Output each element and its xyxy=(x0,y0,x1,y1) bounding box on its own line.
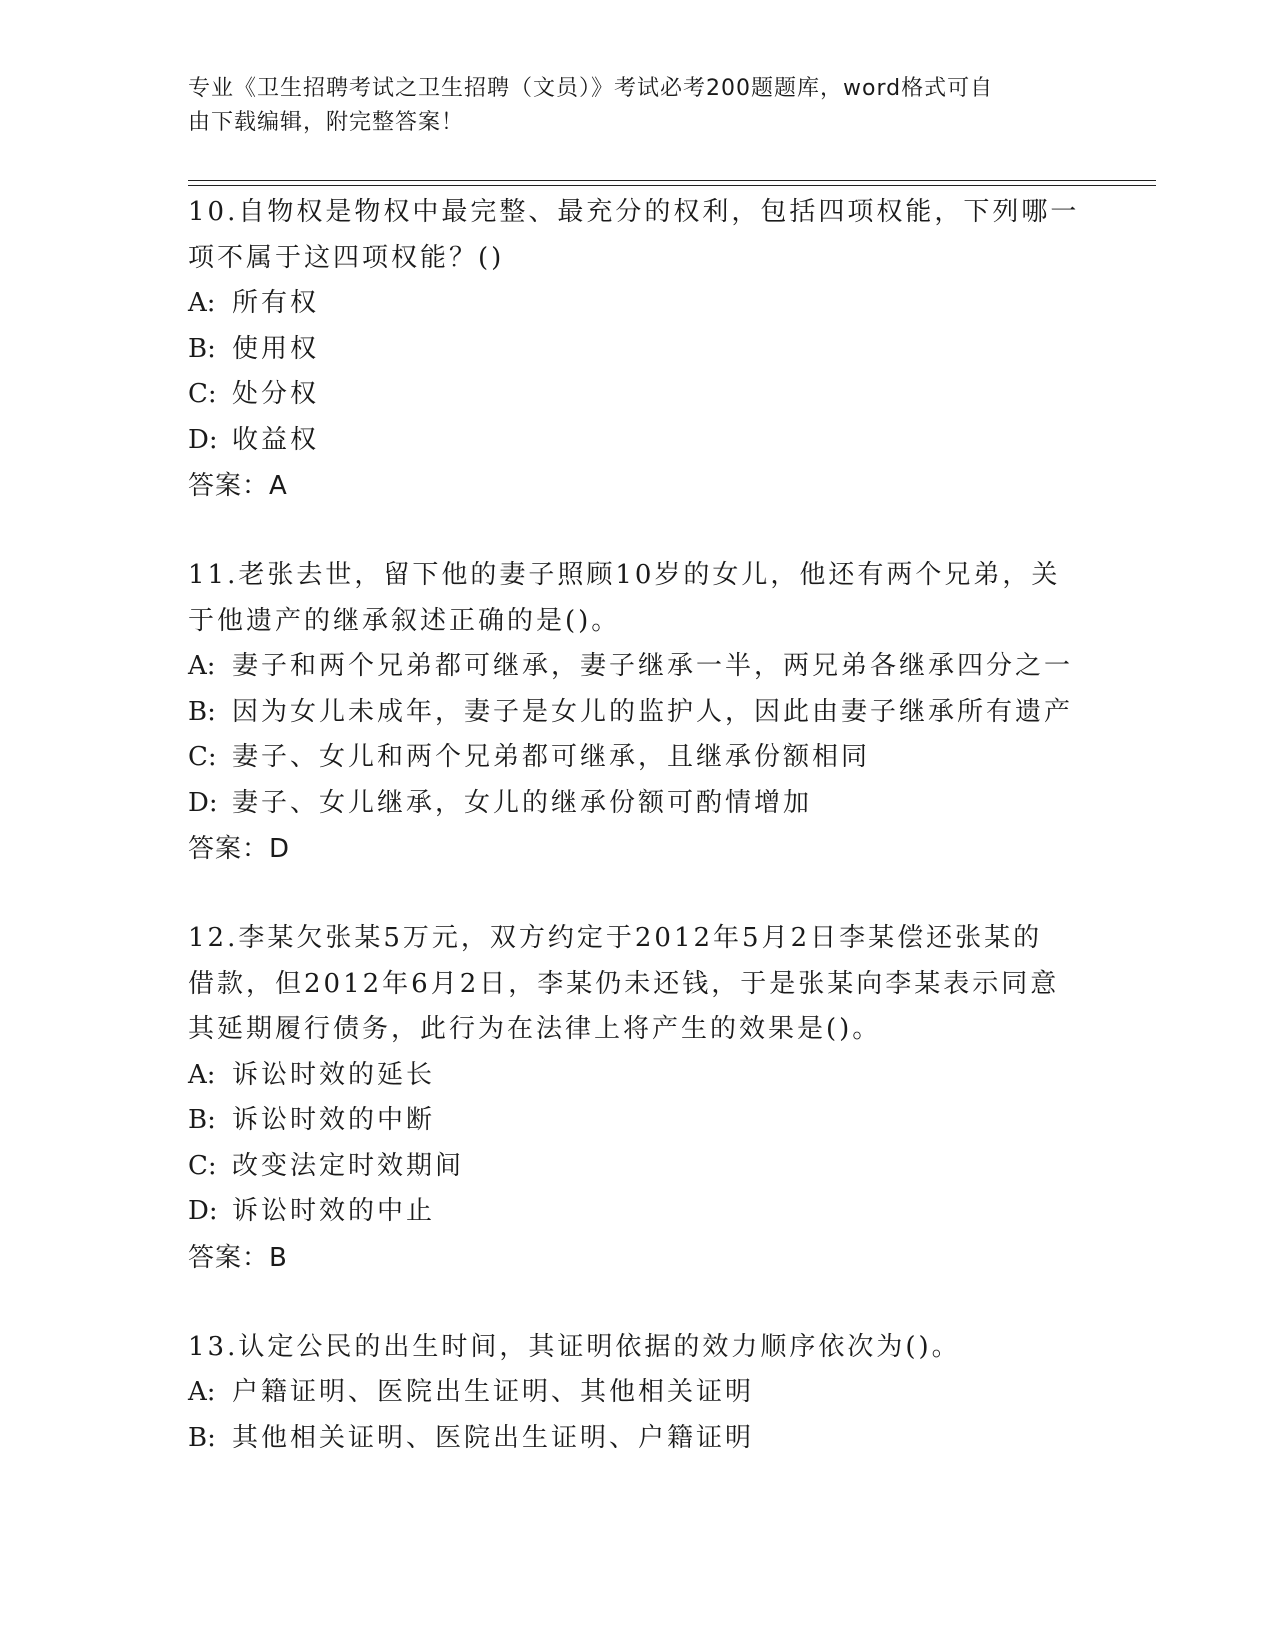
option-c xyxy=(188,1144,1088,1190)
option-letter: C: xyxy=(188,742,217,772)
header-line-2: 由下载编辑，附完整答案！ xyxy=(188,110,465,135)
option-text: 使用权 xyxy=(232,333,320,364)
question-text-line: 项不属于这四项权能？() xyxy=(188,242,505,273)
option-letter: A: xyxy=(188,1059,216,1090)
option-c xyxy=(188,372,1088,418)
option-b xyxy=(188,1416,1088,1462)
answer-line: 答案：A xyxy=(188,471,288,501)
option-text: 所有权 xyxy=(232,288,320,318)
document-header xyxy=(188,72,1068,140)
option-text: 诉讼时效的中断 xyxy=(232,1105,436,1135)
question-13 xyxy=(188,1325,1088,1462)
question-12 xyxy=(188,916,1088,1281)
question-text-line: 11.老张去世，留下他的妻子照顾10岁的女儿，他还有两个兄弟，关 xyxy=(188,560,1061,590)
question-11 xyxy=(188,553,1088,872)
option-letter: B: xyxy=(188,1422,216,1453)
option-c xyxy=(188,735,1088,781)
header-rule-bottom xyxy=(188,185,1156,186)
question-text-line: 10.自物权是物权中最完整、最充分的权利，包括四项权能，下列哪一 xyxy=(188,197,1080,227)
question-10 xyxy=(188,190,1088,509)
option-text: 妻子、女儿继承，女儿的继承份额可酌情增加 xyxy=(232,787,813,818)
option-b xyxy=(188,690,1088,736)
option-letter: B: xyxy=(188,333,216,364)
option-letter: D: xyxy=(188,787,218,818)
option-text: 收益权 xyxy=(232,424,320,455)
option-text: 诉讼时效的中止 xyxy=(232,1196,436,1226)
option-letter: B: xyxy=(188,1105,216,1135)
option-d xyxy=(188,418,1088,464)
option-letter: A: xyxy=(188,1377,216,1407)
option-b xyxy=(188,1098,1088,1144)
answer-line: 答案：B xyxy=(188,1242,288,1273)
option-text: 处分权 xyxy=(232,379,320,409)
option-a xyxy=(188,1053,1088,1099)
option-letter: C: xyxy=(188,1150,217,1181)
answer-line: 答案：D xyxy=(188,834,291,864)
option-letter: A: xyxy=(188,651,216,681)
option-b xyxy=(188,327,1088,373)
option-letter: D: xyxy=(188,424,218,455)
option-d xyxy=(188,781,1088,827)
option-text: 妻子和两个兄弟都可继承，妻子继承一半，两兄弟各继承四分之一 xyxy=(232,651,1074,681)
option-text: 因为女儿未成年，妻子是女儿的监护人，因此由妻子继承所有遗产 xyxy=(232,696,1074,727)
question-text-line: 借款，但2012年6月2日，李某仍未还钱，于是张某向李某表示同意 xyxy=(188,968,1060,999)
option-letter: C: xyxy=(188,379,217,409)
question-text-line: 13.认定公民的出生时间，其证明依据的效力顺序依次为()。 xyxy=(188,1331,961,1362)
option-a xyxy=(188,644,1088,690)
header-line-1: 专业《卫生招聘考试之卫生招聘（文员）》考试必考200题题库，word格式可自 xyxy=(188,76,994,101)
question-list xyxy=(188,190,1088,1505)
option-letter: D: xyxy=(188,1196,218,1226)
option-a xyxy=(188,281,1088,327)
question-text-line: 12.李某欠张某5万元，双方约定于2012年5月2日李某偿还张某的 xyxy=(188,923,1043,953)
header-rule-top xyxy=(188,180,1156,181)
option-letter: B: xyxy=(188,696,216,727)
question-text-line: 于他遗产的继承叙述正确的是()。 xyxy=(188,605,621,636)
option-letter: A: xyxy=(188,288,216,318)
option-text: 妻子、女儿和两个兄弟都可继承，且继承份额相同 xyxy=(232,742,871,772)
option-text: 户籍证明、医院出生证明、其他相关证明 xyxy=(232,1377,755,1407)
option-text: 诉讼时效的延长 xyxy=(232,1059,436,1090)
option-d xyxy=(188,1189,1088,1235)
option-text: 其他相关证明、医院出生证明、户籍证明 xyxy=(232,1422,755,1453)
option-text: 改变法定时效期间 xyxy=(232,1150,465,1181)
question-text-line: 其延期履行债务，此行为在法律上将产生的效果是()。 xyxy=(188,1014,882,1044)
option-a xyxy=(188,1370,1088,1416)
